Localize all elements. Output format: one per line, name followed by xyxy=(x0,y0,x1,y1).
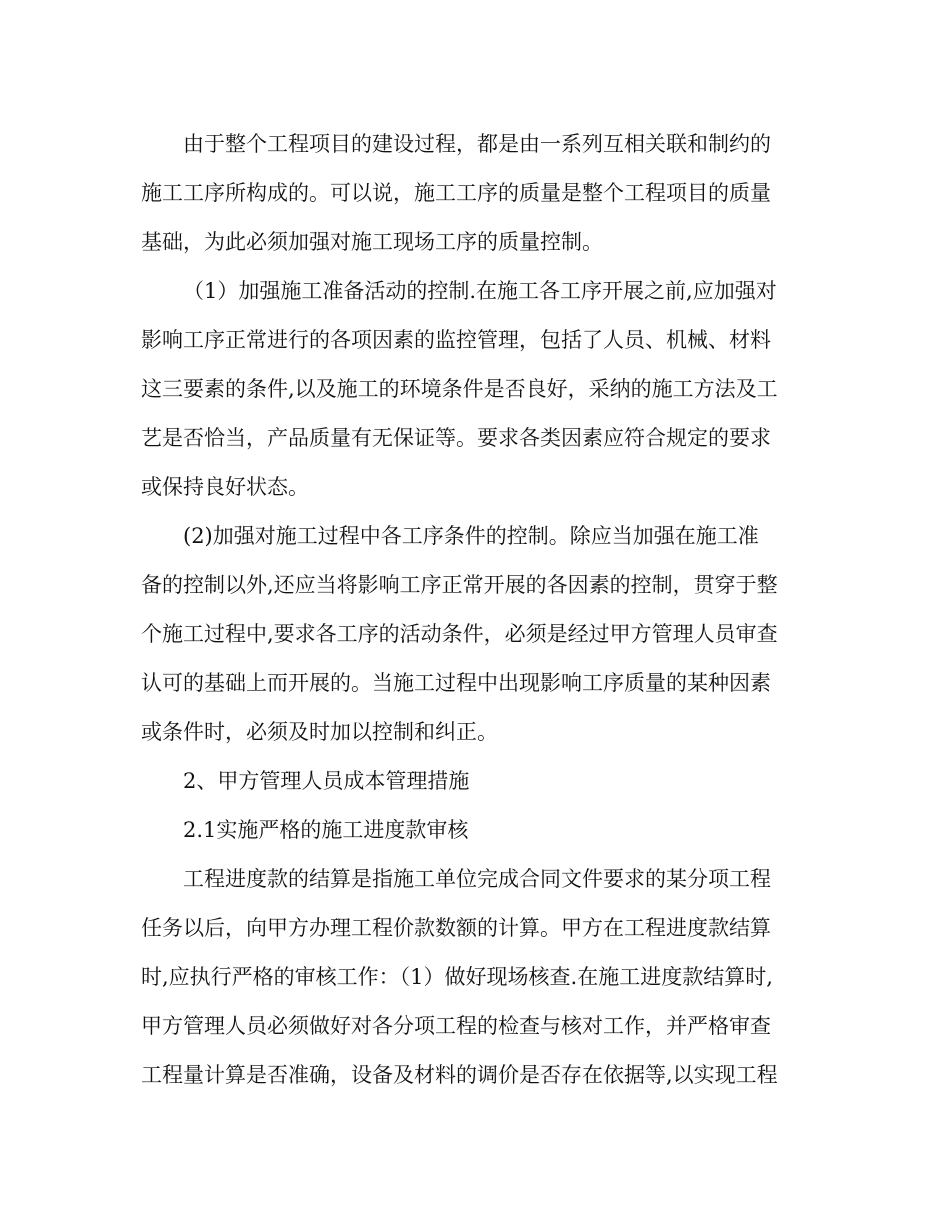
text-line: 甲方管理人员必须做好对各分项工程的检查与核对工作，并严格审查 xyxy=(141,1014,771,1038)
text-line: 工程进度款的结算是指施工单位完成合同文件要求的某分项工程 xyxy=(183,867,771,891)
text-line: 或条件时，必须及时加以控制和纠正。 xyxy=(141,720,498,744)
text-line: （1）加强施工准备活动的控制.在施工各工序开展之前,应加强对 xyxy=(183,279,777,303)
text-line: 任务以后，向甲方办理工程价款数额的计算。甲方在工程进度款结算 xyxy=(141,916,771,940)
text-line: 工程量计算是否准确，设备及材料的调价是否存在依据等,以实现工程 xyxy=(141,1063,778,1087)
document-body xyxy=(141,120,811,1100)
text-line: 个施工过程中,要求各工序的活动条件，必须是经过甲方管理人员审查 xyxy=(141,622,778,646)
text-line: 基础，为此必须加强对施工现场工序的质量控制。 xyxy=(141,230,603,254)
text-line: 认可的基础上而开展的。当施工过程中出现影响工序质量的某种因素 xyxy=(141,671,771,695)
text-line: 艺是否恰当，产品质量有无保证等。要求各类因素应符合规定的要求 xyxy=(141,426,771,450)
text-line: 2.1实施严格的施工进度款审核 xyxy=(183,818,469,842)
text-line: 影响工序正常进行的各项因素的监控管理，包括了人员、机械、材料 xyxy=(141,328,771,352)
text-line: (2)加强对施工过程中各工序条件的控制。除应当加强在施工准 xyxy=(183,524,759,548)
text-line: 或保持良好状态。 xyxy=(141,475,309,499)
text-line: 时,应执行严格的审核工作：（1）做好现场核查.在施工进度款结算时, xyxy=(141,965,773,989)
text-line: 施工工序所构成的。可以说，施工工序的质量是整个工程项目的质量 xyxy=(141,181,771,205)
text-line: 由于整个工程项目的建设过程，都是由一系列互相关联和制约的 xyxy=(183,132,771,156)
text-line: 2、甲方管理人员成本管理措施 xyxy=(183,769,470,793)
text-line: 这三要素的条件,以及施工的环境条件是否良好，采纳的施工方法及工 xyxy=(141,377,778,401)
text-line: 备的控制以外,还应当将影响工序正常开展的各因素的控制，贯穿于整 xyxy=(141,573,778,597)
